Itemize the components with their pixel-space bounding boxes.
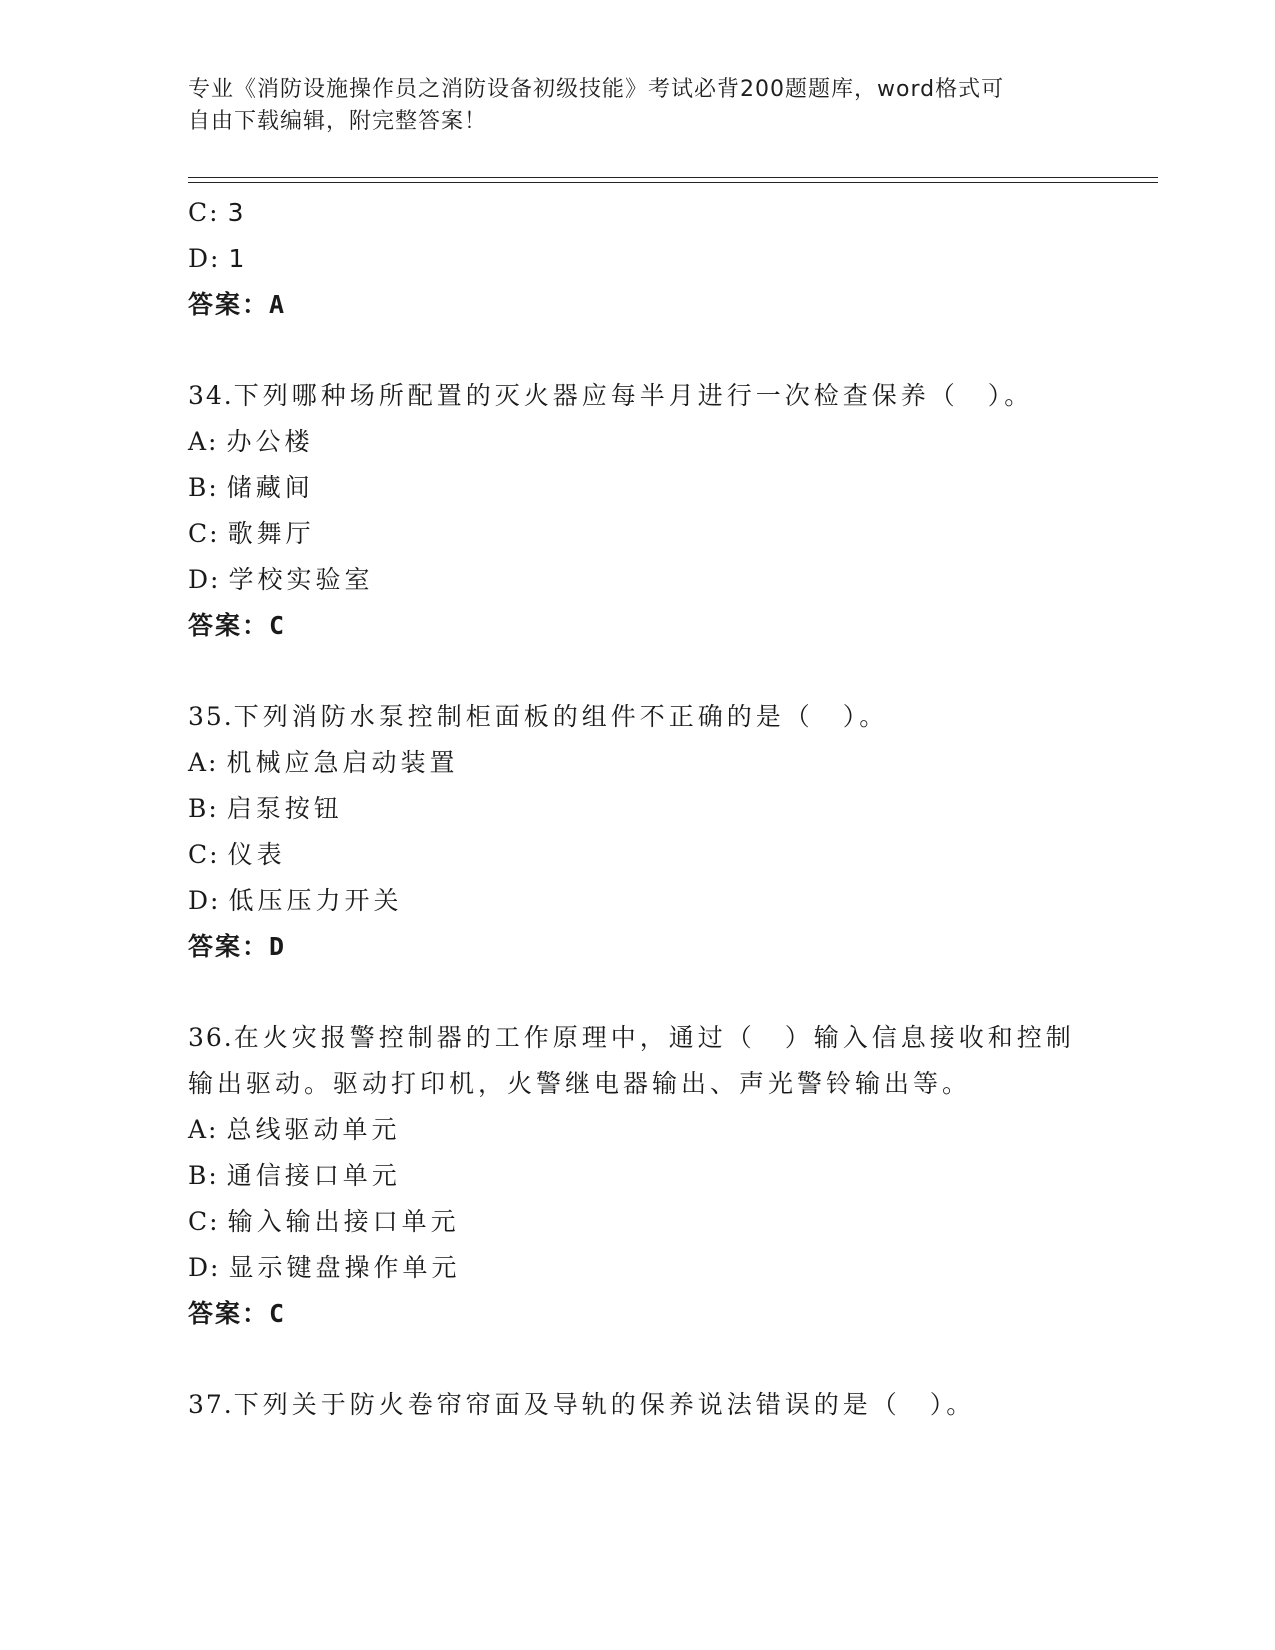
option-text: 1 [228, 244, 249, 273]
previous-question-tail [188, 190, 1148, 328]
option-text: 储藏间 [226, 473, 314, 502]
option-text: 机械应急启动装置 [226, 748, 459, 777]
option-key: D: [188, 886, 221, 915]
answer-line: 答案：C [188, 611, 287, 640]
question-stem: 下列哪种场所配置的灭火器应每半月进行一次检查保养（ ）。 [233, 381, 1034, 410]
answer-line: 答案：A [188, 290, 287, 319]
option-text: 低压压力开关 [228, 886, 403, 915]
document-header [188, 74, 1108, 138]
question-text [188, 1382, 1148, 1428]
option-text: 总线驱动单元 [226, 1115, 401, 1144]
option-text: 仪表 [227, 840, 286, 869]
option-a [188, 1107, 1148, 1153]
option-key: C: [188, 198, 220, 227]
question-number: 35. [188, 702, 234, 731]
question-number: 36. [188, 1023, 234, 1052]
option-text: 显示键盘操作单元 [228, 1253, 461, 1282]
option-text: 歌舞厅 [227, 519, 315, 548]
option-key: C: [188, 1207, 220, 1236]
option-key: B: [188, 473, 219, 502]
question-text [188, 1015, 1148, 1061]
option-key: C: [188, 519, 220, 548]
option-a [188, 419, 1148, 465]
option-key: A: [188, 1115, 219, 1144]
option-c [188, 1199, 1148, 1245]
question-text [188, 373, 1148, 419]
header-rule-bottom [188, 182, 1158, 183]
question-35 [188, 694, 1148, 970]
option-key: D: [188, 565, 221, 594]
question-stem: 在火灾报警控制器的工作原理中，通过（ ）输入信息接收和控制 [233, 1023, 1075, 1052]
option-c [188, 832, 1148, 878]
option-key: B: [188, 1161, 219, 1190]
question-36 [188, 1015, 1148, 1337]
option-d [188, 1245, 1148, 1291]
question-number: 34. [188, 381, 234, 410]
option-c [188, 511, 1148, 557]
option-d [188, 236, 1148, 282]
option-key: A: [188, 748, 219, 777]
question-34 [188, 373, 1148, 649]
option-d [188, 557, 1148, 603]
question-text [188, 694, 1148, 740]
question-37 [188, 1382, 1148, 1428]
header-rule-top [188, 177, 1158, 178]
option-key: A: [188, 427, 219, 456]
option-key: D: [188, 1253, 221, 1282]
option-c [188, 190, 1148, 236]
option-text: 启泵按钮 [226, 794, 343, 823]
option-a [188, 740, 1148, 786]
option-b [188, 1153, 1148, 1199]
option-key: D: [188, 244, 221, 273]
option-text: 办公楼 [226, 427, 314, 456]
header-line-2: 自由下载编辑，附完整答案！ [188, 109, 488, 134]
header-line-1: 专业《消防设施操作员之消防设备初级技能》考试必背200题题库，word格式可 [188, 77, 1005, 102]
question-stem: 下列消防水泵控制柜面板的组件不正确的是（ ）。 [233, 702, 889, 731]
option-text: 通信接口单元 [226, 1161, 401, 1190]
question-text-continued: 输出驱动。驱动打印机，火警继电器输出、声光警铃输出等。 [188, 1069, 972, 1098]
option-d [188, 878, 1148, 924]
question-stem: 下列关于防火卷帘帘面及导轨的保养说法错误的是（ ）。 [233, 1390, 976, 1419]
option-key: C: [188, 840, 220, 869]
answer-line: 答案：C [188, 1299, 287, 1328]
option-text: 学校实验室 [228, 565, 374, 594]
option-b [188, 786, 1148, 832]
option-key: B: [188, 794, 219, 823]
option-text: 3 [227, 198, 248, 227]
answer-line: 答案：D [188, 932, 287, 961]
option-b [188, 465, 1148, 511]
question-content [188, 190, 1148, 1428]
option-text: 输入输出接口单元 [227, 1207, 460, 1236]
question-number: 37. [188, 1390, 234, 1419]
